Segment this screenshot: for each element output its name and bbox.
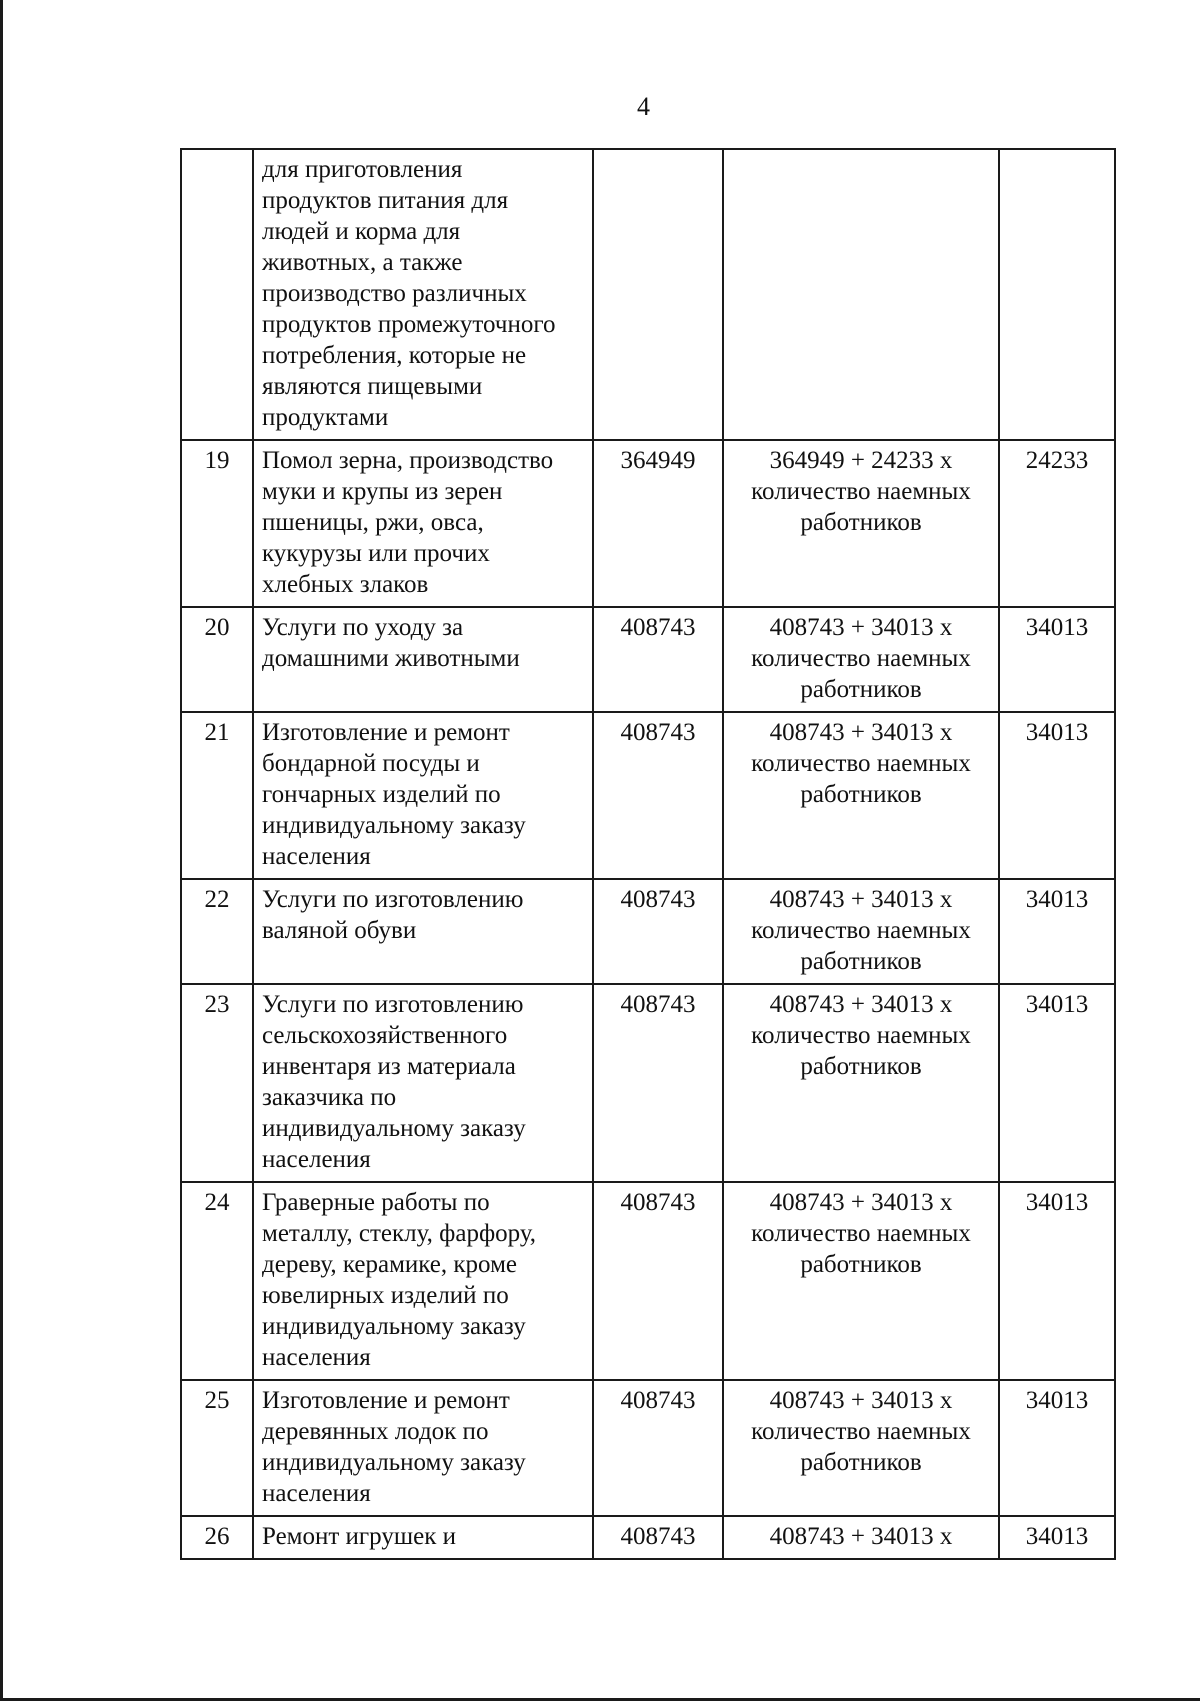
base-amount-cell: 408743 (593, 1182, 723, 1380)
activity-cell-line: людей и корма для (262, 218, 461, 245)
activity-cell-line: дереву, керамике, кроме (262, 1251, 517, 1278)
activity-cell-line: населения (262, 1480, 371, 1507)
base-amount-cell: 408743 (593, 879, 723, 984)
activity-cell-line: производство различных (262, 280, 527, 307)
row-number-cell: 22 (181, 879, 253, 984)
formula-cell (723, 879, 999, 984)
base-amount-cell: 408743 (593, 1516, 723, 1559)
base-amount-cell: 408743 (593, 607, 723, 712)
table-row (181, 1516, 1115, 1559)
table-row (181, 607, 1115, 712)
activity-cell (253, 984, 593, 1182)
activity-cell (253, 607, 593, 712)
activity-cell-line: животных, а также (262, 249, 463, 276)
activity-cell-line: Помол зерна, производство (262, 447, 554, 474)
activity-cell (253, 1516, 593, 1559)
activity-cell-line: домашними животными (262, 645, 520, 672)
base-amount-cell: 408743 (593, 712, 723, 879)
formula-cell-line: 364949 + 24233 х (769, 447, 953, 474)
row-number-cell: 25 (181, 1380, 253, 1516)
activity-cell-line: деревянных лодок по (262, 1418, 489, 1445)
activity-cell-line: потребления, которые не (262, 342, 527, 369)
activity-cell-line: хлебных злаков (262, 571, 429, 598)
activity-cell-line: индивидуальному заказу (262, 1115, 526, 1142)
activity-cell-line: Граверные работы по (262, 1189, 490, 1216)
activity-cell-line: Услуги по изготовлению (262, 886, 524, 913)
activity-cell-line: Услуги по уходу за (262, 614, 464, 641)
formula-cell-line: количество наемных (751, 1022, 971, 1049)
activity-cell-line: гончарных изделий по (262, 781, 501, 808)
formula-cell (723, 712, 999, 879)
formula-cell (723, 984, 999, 1182)
formula-cell-line: работников (800, 1449, 922, 1476)
activity-cell-line: индивидуальному заказу (262, 1313, 526, 1340)
activity-cell-line: населения (262, 1344, 371, 1371)
rate-cell: 34013 (999, 607, 1115, 712)
rate-cell: 34013 (999, 984, 1115, 1182)
row-number-cell (181, 149, 253, 440)
activity-cell-line: Изготовление и ремонт (262, 1387, 510, 1414)
formula-cell-line: работников (800, 676, 922, 703)
activity-cell-line: металлу, стеклу, фарфору, (262, 1220, 537, 1247)
activity-cell (253, 1182, 593, 1380)
table-row (181, 440, 1115, 607)
activity-cell-line: Ремонт игрушек и (262, 1523, 456, 1550)
formula-cell (723, 607, 999, 712)
formula-cell-line: количество наемных (751, 917, 971, 944)
activity-cell-line: индивидуальному заказу (262, 812, 526, 839)
table-row (181, 1182, 1115, 1380)
activity-cell-line: заказчика по (262, 1084, 397, 1111)
rate-cell: 34013 (999, 879, 1115, 984)
activity-cell-line: населения (262, 843, 371, 870)
rate-cell: 34013 (999, 1516, 1115, 1559)
table-row (181, 149, 1115, 440)
rate-cell: 34013 (999, 1380, 1115, 1516)
base-amount-cell: 408743 (593, 1380, 723, 1516)
formula-cell (723, 1182, 999, 1380)
formula-cell-line: количество наемных (751, 1220, 971, 1247)
base-amount-cell: 408743 (593, 984, 723, 1182)
formula-cell-line: 408743 + 34013 х (769, 991, 953, 1018)
activity-cell (253, 149, 593, 440)
activity-cell-line: продуктов питания для (262, 187, 509, 214)
activity-cell-line: бондарной посуды и (262, 750, 480, 777)
formula-cell-line: работников (800, 781, 922, 808)
row-number-cell: 21 (181, 712, 253, 879)
activity-cell-line: пшеницы, ржи, овса, (262, 509, 484, 536)
activity-cell-line: инвентаря из материала (262, 1053, 516, 1080)
rate-cell: 34013 (999, 712, 1115, 879)
formula-cell (723, 1516, 999, 1559)
row-number-cell: 26 (181, 1516, 253, 1559)
activity-cell-line: ювелирных изделий по (262, 1282, 509, 1309)
formula-cell-line: 408743 + 34013 х (769, 1387, 953, 1414)
row-number-cell: 24 (181, 1182, 253, 1380)
activity-cell (253, 712, 593, 879)
table-row (181, 712, 1115, 879)
activity-cell-line: Изготовление и ремонт (262, 719, 510, 746)
activity-cell-line: для приготовления (262, 156, 463, 183)
formula-cell-line: 408743 + 34013 х (769, 1523, 953, 1550)
formula-cell-line: количество наемных (751, 645, 971, 672)
table-row (181, 984, 1115, 1182)
formula-cell-line: работников (800, 1251, 922, 1278)
formula-cell-line: 408743 + 34013 х (769, 1189, 953, 1216)
scan-edge-left (0, 0, 3, 1701)
row-number-cell: 23 (181, 984, 253, 1182)
rate-cell: 34013 (999, 1182, 1115, 1380)
formula-cell-line: количество наемных (751, 478, 971, 505)
formula-cell-line: 408743 + 34013 х (769, 614, 953, 641)
activity-cell-line: Услуги по изготовлению (262, 991, 524, 1018)
formula-cell-line: работников (800, 948, 922, 975)
base-amount-cell: 364949 (593, 440, 723, 607)
activity-cell (253, 440, 593, 607)
activity-cell-line: кукурузы или прочих (262, 540, 490, 567)
rate-cell (999, 149, 1115, 440)
formula-cell-line: количество наемных (751, 750, 971, 777)
activity-cell-line: валяной обуви (262, 917, 417, 944)
formula-cell-line: работников (800, 509, 922, 536)
rate-cell: 24233 (999, 440, 1115, 607)
formula-cell (723, 1380, 999, 1516)
formula-cell-line: количество наемных (751, 1418, 971, 1445)
formula-cell-line: 408743 + 34013 х (769, 886, 953, 913)
activity-cell (253, 879, 593, 984)
activity-cell-line: индивидуальному заказу (262, 1449, 526, 1476)
table-body (181, 149, 1115, 1559)
row-number-cell: 20 (181, 607, 253, 712)
formula-cell (723, 149, 999, 440)
table-row (181, 1380, 1115, 1516)
formula-cell-line: работников (800, 1053, 922, 1080)
activity-cell (253, 1380, 593, 1516)
activity-cell-line: сельскохозяйственного (262, 1022, 508, 1049)
base-amount-cell (593, 149, 723, 440)
page-number: 4 (637, 92, 650, 121)
activity-cell-line: являются пищевыми (262, 373, 483, 400)
row-number-cell: 19 (181, 440, 253, 607)
activity-cell-line: населения (262, 1146, 371, 1173)
formula-cell (723, 440, 999, 607)
activity-cell-line: муки и крупы из зерен (262, 478, 503, 505)
activity-cell-line: продуктов промежуточного (262, 311, 556, 338)
activity-cell-line: продуктами (262, 404, 389, 431)
table-row (181, 879, 1115, 984)
formula-cell-line: 408743 + 34013 х (769, 719, 953, 746)
activity-table (180, 148, 1116, 1560)
